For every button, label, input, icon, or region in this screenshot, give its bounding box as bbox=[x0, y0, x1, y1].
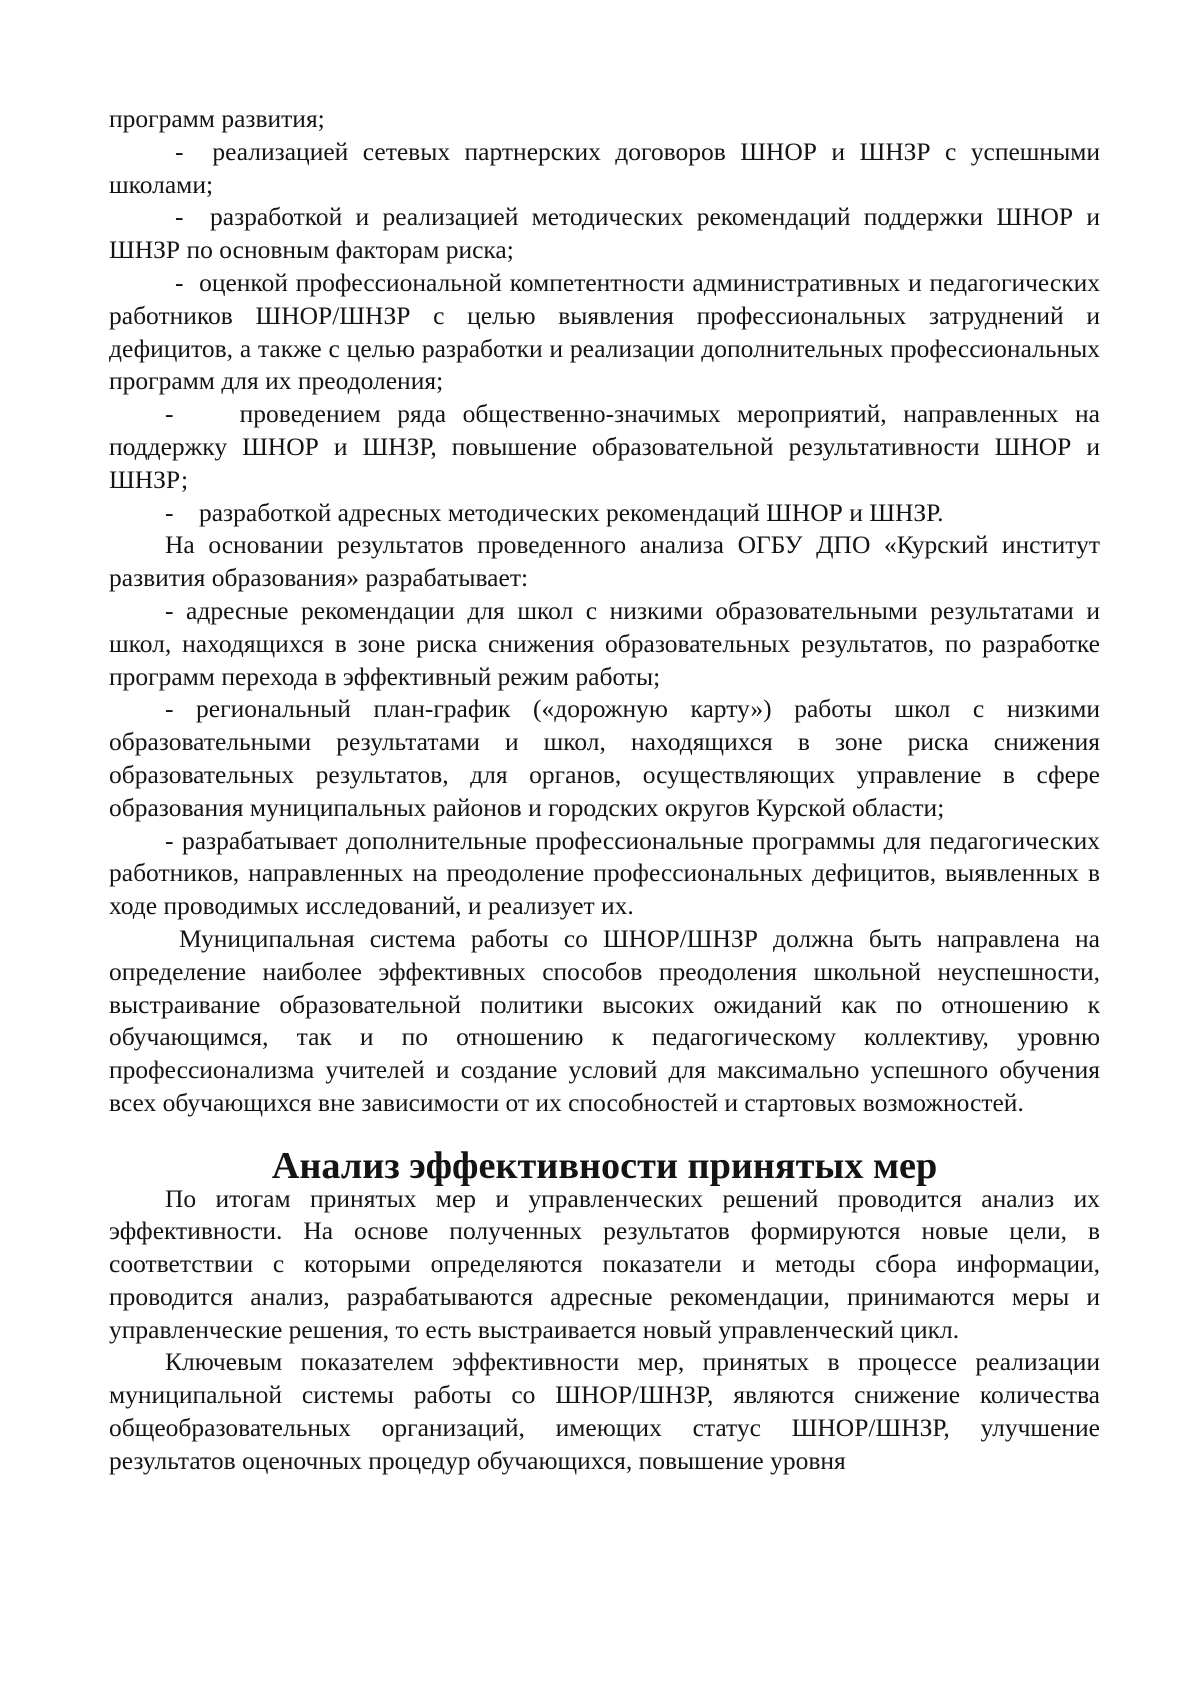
list-item-targeted-recommendations: - разработкой адресных методических рекомендаций ШНОР и ШНЗР. bbox=[165, 497, 944, 527]
list-item-targeted-school-recommendations: - адресные рекомендации для школ с низкими образовательными результатами и школ, находящихся в зоне риска снижения образовательных результатов, по разработке программ перехода в эффективный режим работы; bbox=[109, 595, 1100, 691]
list-item-professional-programs: - разрабатывает дополнительные профессиональные программы для педагогических работников, направленных на преодоление профессиональных дефицитов, выявленных в ходе проводимых исследований, и реализует их. bbox=[109, 825, 1100, 921]
list-item-regional-roadmap: - региональный план-график («дорожную карту») работы школ с низкими образовательными результатами и школ, находящихся в зоне риска снижения образовательных результатов, для органов, осуществляющих управление в сфере образования муниципальных районов и городских округов Курской области; bbox=[109, 694, 1100, 822]
section-heading: Анализ эффективности принятых мер bbox=[271, 1144, 938, 1187]
paragraph-institute-develops: На основании результатов проведенного анализа ОГБУ ДПО «Курский институт развития образования» разрабатывает: bbox=[109, 530, 1100, 593]
paragraph-municipal-system: Муниципальная система работы со ШНОР/ШНЗР должна быть направлена на определение наиболее эффективных способов преодоления школьной неуспешности, выстраивание образовательной политики высоких ожиданий как по отношению к обучающимся, так и по отношению к педагогическому коллективу, уровню профессионализма учителей и создание условий для максимально успешного обучения всех обучающихся вне зависимости от их способностей и стартовых возможностей. bbox=[109, 923, 1100, 1117]
list-item-competence-assessment: - оценкой профессиональной компетентности административных и педагогических работников ШНОР/ШНЗР с целью выявления профессиональных затруднений и дефицитов, а также с целью разработки и реализации дополнительных профессиональных программ для их преодоления; bbox=[109, 267, 1100, 396]
paragraph-efficiency-analysis: По итогам принятых мер и управленческих решений проводится анализ их эффективности. На основе полученных результатов формируются новые цели, в соответствии с которыми определяются показатели и методы сбора информации, проводится анализ, разрабатываются адресные рекомендации, принимаются меры и управленческие решения, то есть выстраивается новый управленческий цикл. bbox=[109, 1183, 1100, 1344]
list-item-public-events: - проведением ряда общественно-значимых мероприятий, направленных на поддержку ШНОР и ШНЗР, повышение образовательной результативности ШНОР и ШНЗР; bbox=[109, 399, 1100, 494]
list-item-network-agreements: - реализацией сетевых партнерских договоров ШНОР и ШНЗР с успешными школами; bbox=[109, 136, 1100, 199]
document-body bbox=[109, 103, 1100, 1478]
paragraph-key-indicator: Ключевым показателем эффективности мер, принятых в процессе реализации муниципальной системы работы со ШНОР/ШНЗР, являются снижение количества общеобразовательных организаций, имеющих статус ШНОР/ШНЗР, улучшение результатов оценочных процедур обучающихся, повышение уровня bbox=[109, 1347, 1100, 1475]
paragraph-programs-continuation: программ развития; bbox=[109, 104, 325, 133]
list-item-methodical-recommendations: - разработкой и реализацией методических рекомендаций поддержки ШНОР и ШНЗР по основным факторам риска; bbox=[109, 202, 1100, 265]
